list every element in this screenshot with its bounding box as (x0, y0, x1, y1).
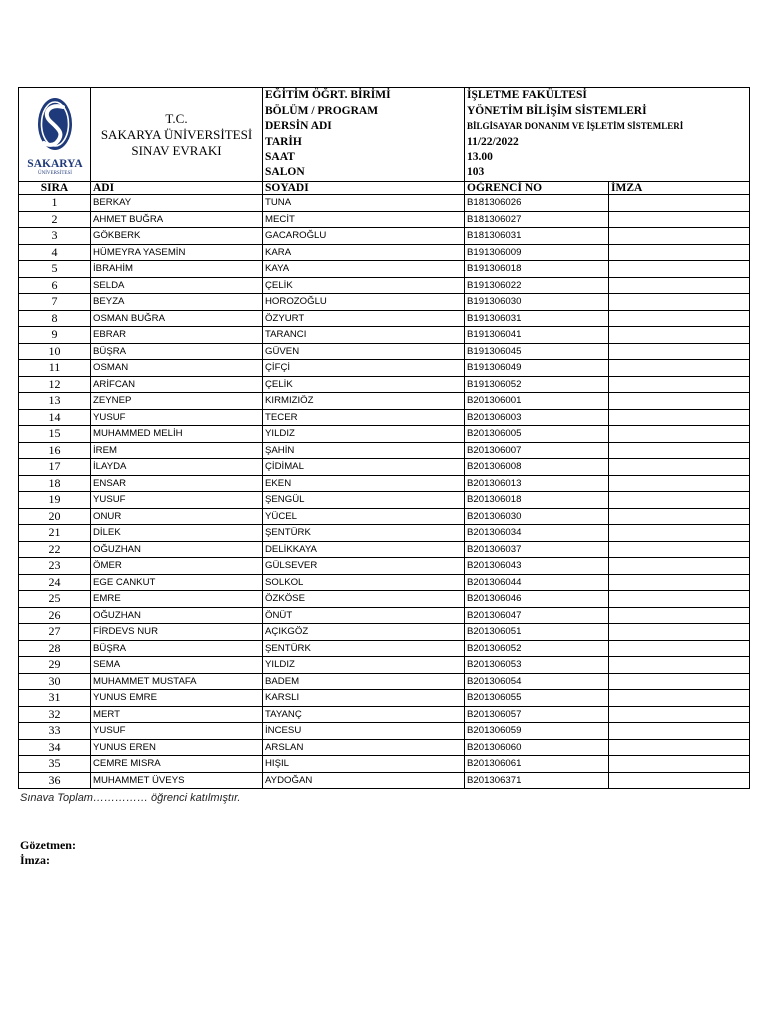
student-first-name: SELDA (91, 277, 263, 294)
row-number: 5 (19, 261, 91, 278)
student-last-name: GACAROĞLU (263, 228, 465, 245)
student-number: B191306045 (465, 343, 609, 360)
student-first-name: ÖMER (91, 558, 263, 575)
value-course: BİLGİSAYAR DONANIM VE İŞLETİM SİSTEMLERİ (467, 121, 684, 132)
student-number: B201306061 (465, 756, 609, 773)
table-row (19, 558, 750, 575)
student-number: B191306052 (465, 376, 609, 393)
student-first-name: EMRE (91, 591, 263, 608)
student-number: B181306027 (465, 211, 609, 228)
row-number: 28 (19, 640, 91, 657)
student-number: B201306005 (465, 426, 609, 443)
student-last-name: TECER (263, 409, 465, 426)
student-first-name: EGE CANKUT (91, 574, 263, 591)
student-last-name: ÖNÜT (263, 607, 465, 624)
student-number: B191306041 (465, 327, 609, 344)
student-last-name: DELİKKAYA (263, 541, 465, 558)
col-header-imza: İMZA (609, 182, 750, 195)
student-first-name: YUSUF (91, 723, 263, 740)
supervisor-block (20, 838, 76, 868)
sakarya-logo-icon (21, 88, 89, 176)
table-row (19, 508, 750, 525)
signature-cell (609, 558, 750, 575)
col-header-sira: SIRA (19, 182, 91, 195)
table-row (19, 624, 750, 641)
student-first-name: ARİFCAN (91, 376, 263, 393)
col-header-adi: ADI (91, 182, 263, 195)
student-last-name: TAYANÇ (263, 706, 465, 723)
row-number: 34 (19, 739, 91, 756)
row-number: 36 (19, 772, 91, 789)
row-number: 4 (19, 244, 91, 261)
table-row (19, 657, 750, 674)
student-first-name: HÜMEYRA YASEMİN (91, 244, 263, 261)
table-row (19, 475, 750, 492)
student-rows (19, 195, 750, 789)
signature-cell (609, 195, 750, 212)
student-number: B201306044 (465, 574, 609, 591)
table-row (19, 343, 750, 360)
signature-cell (609, 228, 750, 245)
student-last-name: ÖZYURT (263, 310, 465, 327)
student-first-name: GÖKBERK (91, 228, 263, 245)
student-first-name: DİLEK (91, 525, 263, 542)
value-date: 11/22/2022 (467, 135, 519, 148)
signature-cell (609, 426, 750, 443)
student-last-name: KARSLI (263, 690, 465, 707)
signature-cell (609, 261, 750, 278)
exam-sheet (18, 87, 749, 789)
signature-cell (609, 591, 750, 608)
signature-cell (609, 376, 750, 393)
student-last-name: GÜLSEVER (263, 558, 465, 575)
signature-cell (609, 459, 750, 476)
signature-cell (609, 343, 750, 360)
table-row (19, 442, 750, 459)
table-row (19, 756, 750, 773)
student-number: B201306057 (465, 706, 609, 723)
student-last-name: YÜCEL (263, 508, 465, 525)
row-number: 7 (19, 294, 91, 311)
student-number: B201306034 (465, 525, 609, 542)
student-number: B201306001 (465, 393, 609, 410)
table-row (19, 525, 750, 542)
signature-cell (609, 640, 750, 657)
student-number: B191306009 (465, 244, 609, 261)
student-last-name: TARANCI (263, 327, 465, 344)
student-first-name: FİRDEVS NUR (91, 624, 263, 641)
signature-cell (609, 409, 750, 426)
row-number: 16 (19, 442, 91, 459)
signature-cell (609, 607, 750, 624)
signature-cell (609, 360, 750, 377)
student-first-name: ZEYNEP (91, 393, 263, 410)
table-row (19, 607, 750, 624)
signature-cell (609, 673, 750, 690)
student-first-name: OSMAN BUĞRA (91, 310, 263, 327)
student-first-name: SEMA (91, 657, 263, 674)
student-last-name: HIŞIL (263, 756, 465, 773)
table-row (19, 327, 750, 344)
student-number: B201306054 (465, 673, 609, 690)
label-room: SALON (265, 166, 305, 179)
row-number: 23 (19, 558, 91, 575)
row-number: 33 (19, 723, 91, 740)
student-first-name: MUHAMMET ÜVEYS (91, 772, 263, 789)
info-labels (263, 88, 465, 182)
signature-cell (609, 657, 750, 674)
student-first-name: BÜŞRA (91, 343, 263, 360)
student-number: B181306026 (465, 195, 609, 212)
student-number: B201306371 (465, 772, 609, 789)
student-first-name: BÜŞRA (91, 640, 263, 657)
student-last-name: TUNA (263, 195, 465, 212)
signature-cell (609, 277, 750, 294)
student-first-name: İLAYDA (91, 459, 263, 476)
student-number: B201306055 (465, 690, 609, 707)
table-row (19, 492, 750, 509)
signature-cell (609, 244, 750, 261)
row-number: 19 (19, 492, 91, 509)
student-last-name: ŞENGÜL (263, 492, 465, 509)
signature-cell (609, 772, 750, 789)
table-row (19, 244, 750, 261)
student-first-name: ONUR (91, 508, 263, 525)
signature-cell (609, 310, 750, 327)
row-number: 15 (19, 426, 91, 443)
table-row (19, 574, 750, 591)
table-row (19, 211, 750, 228)
student-number: B191306031 (465, 310, 609, 327)
student-first-name: MERT (91, 706, 263, 723)
student-first-name: OĞUZHAN (91, 607, 263, 624)
student-last-name: ŞENTÜRK (263, 525, 465, 542)
student-first-name: İBRAHİM (91, 261, 263, 278)
student-number: B201306003 (465, 409, 609, 426)
row-number: 2 (19, 211, 91, 228)
row-number: 9 (19, 327, 91, 344)
row-number: 12 (19, 376, 91, 393)
signature-cell (609, 723, 750, 740)
student-first-name: YUSUF (91, 492, 263, 509)
signature-cell (609, 739, 750, 756)
student-last-name: ŞENTÜRK (263, 640, 465, 657)
info-values (465, 88, 750, 182)
table-row (19, 591, 750, 608)
header-row (19, 88, 750, 182)
row-number: 6 (19, 277, 91, 294)
student-number: B201306013 (465, 475, 609, 492)
row-number: 14 (19, 409, 91, 426)
university-logo (19, 88, 91, 182)
student-number: B191306018 (465, 261, 609, 278)
student-number: B201306008 (465, 459, 609, 476)
table-row (19, 393, 750, 410)
student-number: B181306031 (465, 228, 609, 245)
student-last-name: ÇİFÇİ (263, 360, 465, 377)
table-row (19, 723, 750, 740)
signature-cell (609, 574, 750, 591)
label-date: TARİH (265, 135, 302, 148)
table-row (19, 294, 750, 311)
table-row (19, 261, 750, 278)
exam-table (18, 87, 750, 789)
table-row (19, 426, 750, 443)
table-row (19, 228, 750, 245)
row-number: 8 (19, 310, 91, 327)
country-line: T.C. (165, 110, 188, 126)
table-row (19, 739, 750, 756)
row-number: 17 (19, 459, 91, 476)
student-last-name: ÇELİK (263, 277, 465, 294)
signature-cell (609, 525, 750, 542)
student-number: B201306030 (465, 508, 609, 525)
table-row (19, 541, 750, 558)
row-number: 1 (19, 195, 91, 212)
student-number: B201306047 (465, 607, 609, 624)
student-first-name: EBRAR (91, 327, 263, 344)
student-number: B191306022 (465, 277, 609, 294)
value-program: YÖNETİM BİLİŞİM SİSTEMLERİ (467, 104, 647, 117)
document-title: SINAV EVRAKI (131, 142, 222, 158)
student-first-name: ENSAR (91, 475, 263, 492)
university-title-block (91, 88, 263, 182)
table-row (19, 360, 750, 377)
student-number: B201306052 (465, 640, 609, 657)
student-first-name: OSMAN (91, 360, 263, 377)
row-number: 11 (19, 360, 91, 377)
student-first-name: BERKAY (91, 195, 263, 212)
student-first-name: YUNUS EMRE (91, 690, 263, 707)
table-row (19, 706, 750, 723)
signature-cell (609, 393, 750, 410)
student-number: B201306060 (465, 739, 609, 756)
student-first-name: İREM (91, 442, 263, 459)
student-number: B201306053 (465, 657, 609, 674)
label-unit: EĞİTİM ÖĞRT. BİRİMİ (265, 89, 391, 102)
table-row (19, 640, 750, 657)
row-number: 18 (19, 475, 91, 492)
signature-cell (609, 492, 750, 509)
row-number: 22 (19, 541, 91, 558)
student-number: B191306049 (465, 360, 609, 377)
signature-cell (609, 508, 750, 525)
label-time: SAAT (265, 150, 295, 163)
value-time: 13.00 (467, 150, 493, 163)
row-number: 31 (19, 690, 91, 707)
row-number: 35 (19, 756, 91, 773)
student-first-name: YUNUS EREN (91, 739, 263, 756)
row-number: 24 (19, 574, 91, 591)
student-first-name: OĞUZHAN (91, 541, 263, 558)
table-row (19, 690, 750, 707)
student-last-name: BADEM (263, 673, 465, 690)
row-number: 26 (19, 607, 91, 624)
student-last-name: ÇELİK (263, 376, 465, 393)
student-number: B201306046 (465, 591, 609, 608)
student-last-name: GÜVEN (263, 343, 465, 360)
student-last-name: AYDOĞAN (263, 772, 465, 789)
student-last-name: KIRMIZIÖZ (263, 393, 465, 410)
row-number: 13 (19, 393, 91, 410)
logo-text: SAKARYA (27, 158, 83, 170)
student-last-name: EKEN (263, 475, 465, 492)
student-first-name: BEYZA (91, 294, 263, 311)
col-header-soyadi: SOYADI (263, 182, 465, 195)
table-row (19, 195, 750, 212)
label-program: BÖLÜM / PROGRAM (265, 104, 379, 117)
value-unit: İŞLETME FAKÜLTESİ (467, 89, 587, 102)
row-number: 30 (19, 673, 91, 690)
attendance-note: Sınava Toplam…………… öğrenci katılmıştır. (20, 792, 241, 804)
student-last-name: AÇIKGÖZ (263, 624, 465, 641)
student-number: B201306018 (465, 492, 609, 509)
student-last-name: ŞAHİN (263, 442, 465, 459)
university-name: SAKARYA ÜNİVERSİTESİ (100, 126, 253, 142)
signature-cell (609, 327, 750, 344)
student-first-name: MUHAMMED MELİH (91, 426, 263, 443)
value-room: 103 (467, 166, 485, 179)
student-last-name: ARSLAN (263, 739, 465, 756)
table-row (19, 409, 750, 426)
column-header-row (19, 182, 750, 195)
student-last-name: İNCESU (263, 723, 465, 740)
signature-cell (609, 706, 750, 723)
signature-cell (609, 475, 750, 492)
row-number: 3 (19, 228, 91, 245)
row-number: 21 (19, 525, 91, 542)
signature-cell (609, 624, 750, 641)
table-row (19, 772, 750, 789)
signature-cell (609, 690, 750, 707)
student-number: B201306051 (465, 624, 609, 641)
student-last-name: KARA (263, 244, 465, 261)
student-number: B191306030 (465, 294, 609, 311)
student-last-name: KAYA (263, 261, 465, 278)
student-last-name: HOROZOĞLU (263, 294, 465, 311)
student-last-name: SOLKOL (263, 574, 465, 591)
signature-cell (609, 756, 750, 773)
row-number: 29 (19, 657, 91, 674)
student-number: B201306037 (465, 541, 609, 558)
student-number: B201306043 (465, 558, 609, 575)
table-row (19, 310, 750, 327)
signature-cell (609, 442, 750, 459)
student-last-name: MECİT (263, 211, 465, 228)
student-last-name: ÖZKÖSE (263, 591, 465, 608)
row-number: 20 (19, 508, 91, 525)
row-number: 10 (19, 343, 91, 360)
student-first-name: CEMRE MISRA (91, 756, 263, 773)
signature-cell (609, 211, 750, 228)
table-row (19, 459, 750, 476)
student-first-name: YUSUF (91, 409, 263, 426)
row-number: 32 (19, 706, 91, 723)
signature-cell (609, 541, 750, 558)
supervisor-label: Gözetmen: (20, 838, 76, 852)
table-row (19, 277, 750, 294)
label-course: DERSİN ADI (265, 120, 332, 133)
row-number: 27 (19, 624, 91, 641)
student-first-name: AHMET BUĞRA (91, 211, 263, 228)
signature-cell (609, 294, 750, 311)
student-last-name: ÇİDİMAL (263, 459, 465, 476)
logo-subtext: ÜNİVERSİTESİ (38, 171, 72, 176)
student-number: B201306059 (465, 723, 609, 740)
student-number: B201306007 (465, 442, 609, 459)
signature-label: İmza: (20, 853, 50, 867)
student-last-name: YILDIZ (263, 657, 465, 674)
col-header-ogrenci-no: OĞRENCİ NO (465, 182, 609, 195)
student-last-name: YILDIZ (263, 426, 465, 443)
row-number: 25 (19, 591, 91, 608)
student-first-name: MUHAMMET MUSTAFA (91, 673, 263, 690)
table-row (19, 376, 750, 393)
table-row (19, 673, 750, 690)
